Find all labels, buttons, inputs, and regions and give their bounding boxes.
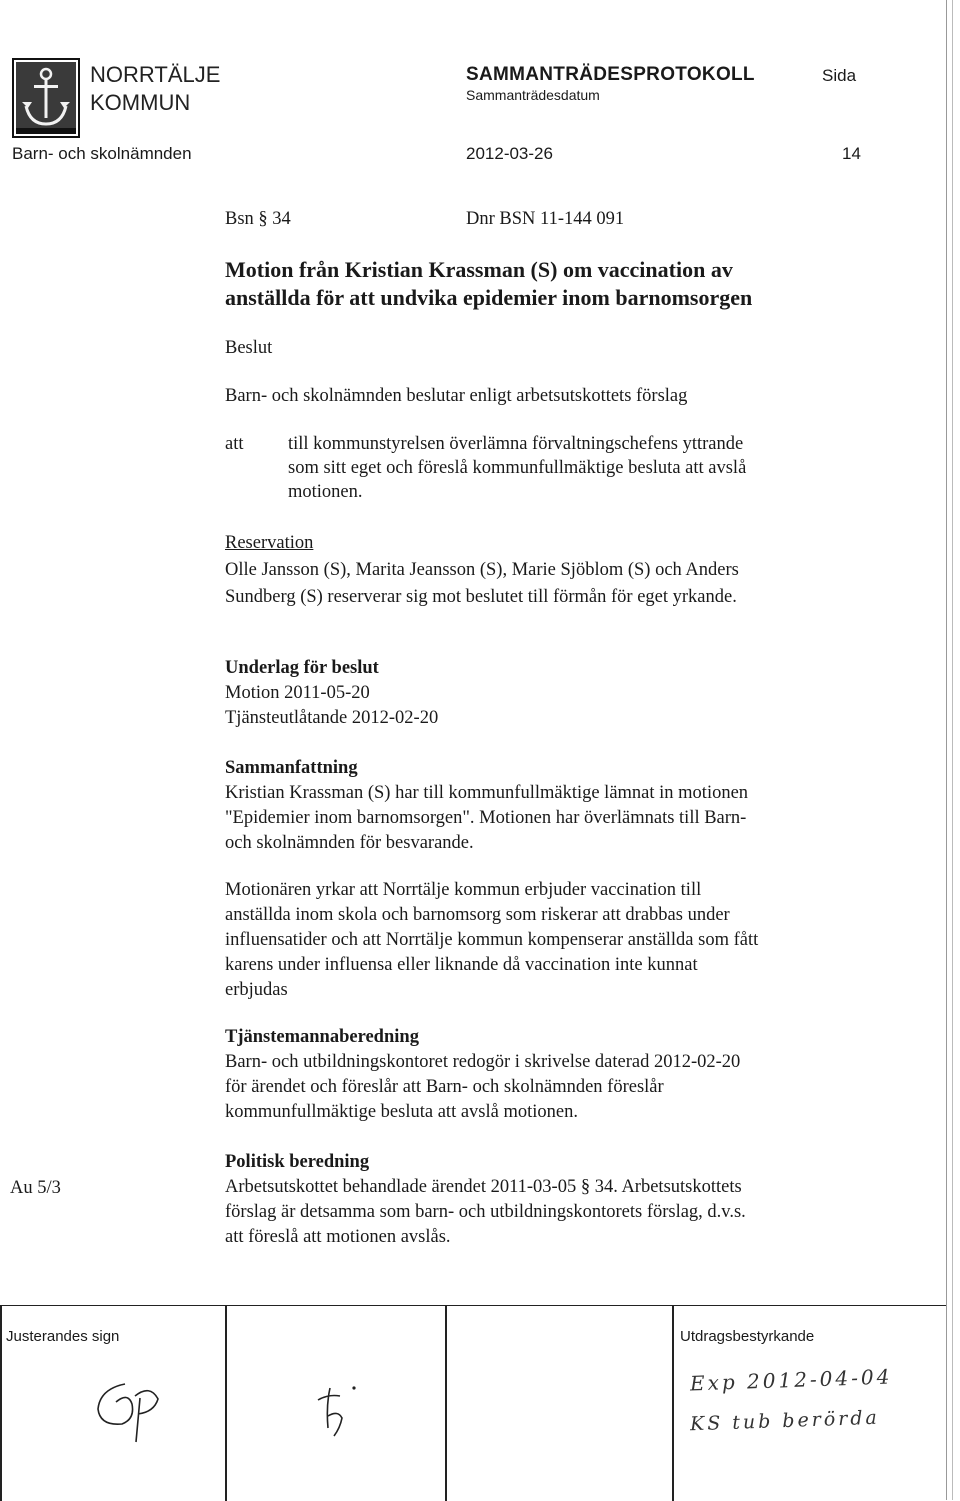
- sammanfattning-line2: "Epidemier inom barnomsorgen". Motionen har överlämnats till Barn-: [225, 808, 747, 828]
- diary-number: Dnr BSN 11-144 091: [466, 209, 625, 229]
- meeting-date: 2012-03-26: [466, 144, 553, 163]
- politisk-line3: att föreslå att motionen avslås.: [225, 1227, 451, 1247]
- reservation-line1: Olle Jansson (S), Marita Jeansson (S), Marie Sjöblom (S) och Anders: [225, 560, 739, 580]
- beslut-item-line2: som sitt eget och föreslå kommunfullmäktige besluta att avslå: [288, 458, 747, 478]
- case-title-line2: anställda för att undvika epidemier inom barnomsorgen: [225, 285, 753, 310]
- page-edge-rule: [946, 0, 947, 1500]
- underlag-line1: Motion 2011-05-20: [225, 683, 370, 703]
- paragraph-reference: Bsn § 34: [225, 209, 291, 229]
- handwritten-dispatch-recipients: KS tub berörda: [689, 1406, 881, 1436]
- politisk-line1: Arbetsutskottet behandlade ärendet 2011-03-05 § 34. Arbetsutskottets: [225, 1177, 742, 1197]
- table-divider: [0, 1306, 2, 1501]
- justerandes-sign-label: Justerandes sign: [6, 1328, 120, 1345]
- document-subtitle: Sammanträdesdatum: [466, 87, 600, 103]
- sammanfattning-line3: och skolnämnden för besvarande.: [225, 833, 474, 853]
- committee-name: Barn- och skolnämnden: [12, 144, 192, 163]
- norrtalje-coat-of-arms-logo: [12, 58, 80, 138]
- handwritten-dispatch-date: Exp 2012-04-04: [689, 1364, 893, 1396]
- motion-summary-line4: karens under influensa eller liknande då vaccination inte kunnat: [225, 955, 698, 975]
- table-divider: [672, 1306, 674, 1501]
- motion-summary-line3: influensatider och att Norrtälje kommun kompenserar anställda som fått: [225, 930, 759, 950]
- motion-summary-line2: anställda inom skola och barnomsorg som riskerar att drabbas under: [225, 905, 730, 925]
- table-divider: [225, 1306, 227, 1501]
- signature-1: [80, 1364, 190, 1454]
- tjansteman-line3: kommunfullmäktige besluta att avslå motionen.: [225, 1102, 578, 1122]
- tjansteman-line1: Barn- och utbildningskontoret redogör i skrivelse daterad 2012-02-20: [225, 1052, 741, 1072]
- sammanfattning-heading: Sammanfattning: [225, 758, 358, 778]
- case-title-line1: Motion från Kristian Krassman (S) om vaccination av: [225, 257, 733, 282]
- signature-2: [300, 1366, 380, 1456]
- page-edge-rule: [952, 0, 953, 1500]
- document-title: SAMMANTRÄDESPROTOKOLL: [466, 64, 755, 85]
- underlag-line2: Tjänsteutlåtande 2012-02-20: [225, 708, 439, 728]
- reservation-heading: Reservation: [225, 533, 314, 553]
- politisk-heading: Politisk beredning: [225, 1152, 370, 1172]
- signature-table: [0, 1305, 946, 1501]
- beslut-item-line3: motionen.: [288, 482, 363, 502]
- sammanfattning-line1: Kristian Krassman (S) har till kommunfullmäktige lämnat in motionen: [225, 783, 749, 803]
- margin-reference: Au 5/3: [10, 1178, 61, 1198]
- underlag-heading: Underlag för beslut: [225, 658, 379, 678]
- motion-summary-line5: erbjudas: [225, 980, 288, 1000]
- page-label: Sida: [822, 66, 857, 85]
- tjansteman-line2: för ärendet och föreslår att Barn- och skolnämnden föreslår: [225, 1077, 664, 1097]
- table-divider: [445, 1306, 447, 1501]
- politisk-line2: förslag är detsamma som barn- och utbildningskontorets förslag, d.v.s.: [225, 1202, 746, 1222]
- org-name-line2: KOMMUN: [90, 90, 191, 115]
- utdragsbestyrkande-label: Utdragsbestyrkande: [680, 1328, 815, 1345]
- tjansteman-heading: Tjänstemannaberedning: [225, 1027, 419, 1047]
- reservation-line2: Sundberg (S) reserverar sig mot beslutet till förmån för eget yrkande.: [225, 587, 737, 607]
- beslut-intro: Barn- och skolnämnden beslutar enligt arbetsutskottets förslag: [225, 386, 688, 406]
- page-number: 14: [842, 144, 861, 163]
- beslut-item-line1: till kommunstyrelsen överlämna förvaltningschefens yttrande: [288, 434, 744, 454]
- motion-summary-line1: Motionären yrkar att Norrtälje kommun erbjuder vaccination till: [225, 880, 702, 900]
- org-name-line1: NORRTÄLJE: [90, 62, 221, 87]
- beslut-heading: Beslut: [225, 338, 273, 358]
- att-label: att: [225, 434, 244, 454]
